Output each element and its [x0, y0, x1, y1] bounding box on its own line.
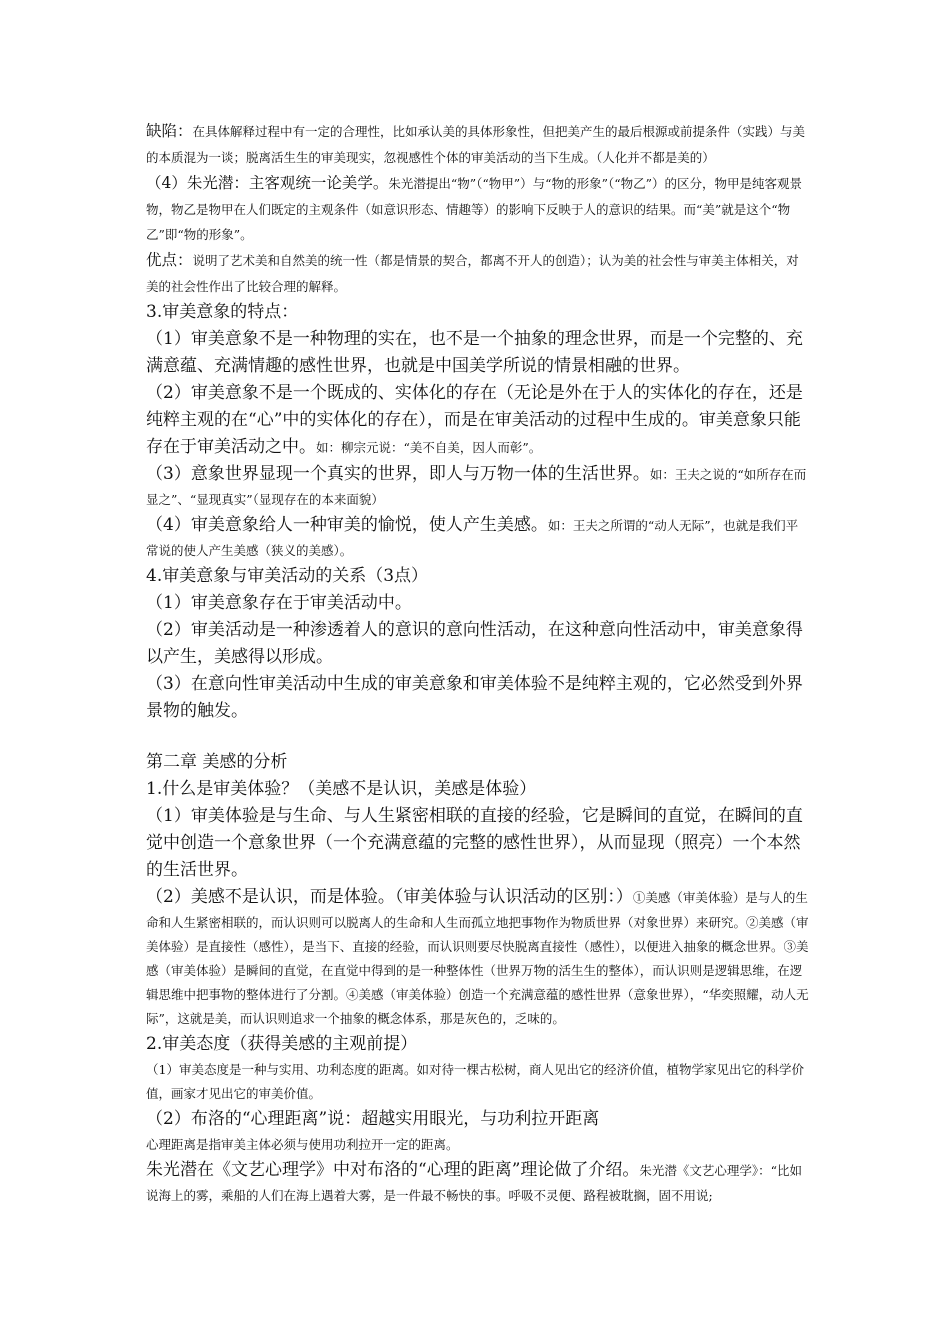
chapter-section-1-point-2 [146, 884, 810, 1031]
chapter-section-1-heading: 1.什么是审美体验？（美感不是认识，美感是体验） [146, 779, 537, 799]
chapter-section-2-point-2-note: 心理距离是指审美主体必须与使用功利拉开一定的距离。 [146, 1137, 459, 1152]
flaws-label: 缺陷： [146, 122, 193, 140]
zhu-guangqian-paragraph [146, 170, 810, 247]
chapter-section-1-point-1: （1）审美体验是与生命、与人生紧密相联的直接的经验，它是瞬间的直觉，在瞬间的直觉中创造一个意象世界（一个充满意蕴的完整的感性世界），从而显现（照亮）一个本然的生活世界。 [146, 806, 803, 880]
flaws-text: 在具体解释过程中有一定的合理性，比如承认美的具体形象性，但把美产生的最后根源或前提条件（实践）与美的本质混为一谈；脱离活生生的审美现实，忽视感性个体的审美活动的当下生成。（人化并不都是美的） [146, 124, 806, 165]
merits-paragraph [146, 247, 810, 299]
point-4-note: 如：王夫之所谓的“动人无际”，也就是我们平常说的使人产生美感（狭义的美感）。 [146, 518, 799, 558]
zhu-heading: （4）朱光潜：主客观统一论美学。 [146, 174, 389, 192]
section-3-point-4 [146, 512, 810, 563]
section-4-point-3: （3）在意向性审美活动中生成的审美意象和审美体验不是纯粹主观的，它必然受到外界景物的触发。 [146, 674, 803, 721]
point-2-note: 如：柳宗元说：“美不自美，因人而彰”。 [316, 440, 542, 455]
point-3-note: 如：王夫之说的“如所存在而显之”、“显现真实”（显现存在的本来面貌） [146, 467, 807, 507]
section-4-point-2: （2）审美活动是一种渗透着人的意识的意向性活动，在这种意向性活动中，审美意象得以产生，美感得以形成。 [146, 620, 803, 667]
section-4-heading: 4.审美意象与审美活动的关系（3点） [146, 566, 429, 586]
section-4-point-1: （1）审美意象存在于审美活动中。 [146, 593, 412, 613]
c1-point-2-main: （2）美感不是认识，而是体验。（审美体验与认识活动的区别：） [146, 887, 633, 907]
spacer [146, 725, 810, 749]
merits-text: 说明了艺术美和自然美的统一性（都是情景的契合，都离不开人的创造）；认为美的社会性与审美主体相关，对美的社会性作出了比较合理的解释。 [146, 253, 799, 294]
chapter-section-2-point-2: （2）布洛的“心理距离”说：超越实用眼光，与功利拉开距离 [146, 1109, 600, 1129]
point-3-main: （3）意象世界显现一个真实的世界，即人与万物一体的生活世界。 [146, 464, 650, 484]
chapter-title: 第二章 美感的分析 [146, 752, 288, 772]
section-3-point-2 [146, 380, 810, 461]
section-3-heading: 3.审美意象的特点： [146, 302, 299, 322]
point-2-main: （2）审美意象不是一个既成的、实体化的存在（无论是外在于人的实体化的存在，还是纯粹主观的在“心”中的实体化的存在），而是在审美活动的过程中生成的。审美意象只能存在于审美活动之中。 [146, 383, 803, 457]
c2-point-3-main: 朱光潜在《文艺心理学》中对布洛的“心理的距离”理论做了介绍。 [146, 1160, 640, 1180]
c1-point-2-note: ①美感（审美体验）是与人的生命和人生紧密相联的，而认识则可以脱离人的生命和人生而孤立地把事物作为物质世界（对象世界）来研究。②美感（审美体验）是直接性（感性），是当下、直接的经验，而认识则要尽快脱离直接性（感性），以便进入抽象的概念世界。③美感（审美体验）是瞬间的直觉，在直觉中得到的是一种整体性（世界万物的活生生的整体），而认识则是逻辑思维，在逻辑思维中把事物的整体进行了分割。④美感（审美体验）创造一个充满意蕴的感性世界（意象世界），“华奕照耀，动人无际”，这就是美，而认识则追求一个抽象的概念体系，那是灰色的，乏味的。 [146, 890, 809, 1026]
flaws-paragraph [146, 118, 810, 170]
chapter-section-2-point-1: （1）审美态度是一种与实用、功利态度的距离。如对待一棵古松树，商人见出它的经济价值，植物学家见出它的科学价值，画家才见出它的审美价值。 [146, 1062, 804, 1101]
point-4-main: （4）审美意象给人一种审美的愉悦，使人产生美感。 [146, 515, 548, 535]
section-3-point-3 [146, 461, 810, 512]
c2-point-3-note: 朱光潜《文艺心理学》：“比如说海上的雾，乘船的人们在海上遇着大雾，是一件最不畅快的事。呼吸不灵便、路程被耽搁，固不用说; [146, 1163, 803, 1203]
chapter-section-2-heading: 2.审美态度（获得美感的主观前提） [146, 1034, 418, 1054]
section-3-point-1: （1）审美意象不是一种物理的实在，也不是一个抽象的理念世界，而是一个完整的、充满意蕴、充满情趣的感性世界，也就是中国美学所说的情景相融的世界。 [146, 329, 803, 376]
merits-label: 优点： [146, 251, 193, 269]
document-page [146, 118, 810, 1208]
chapter-section-2-point-3 [146, 1157, 810, 1208]
zhu-text: 朱光潜提出“物”（“物甲”）与“物的形象”（“物乙”）的区分，物甲是纯客观景物，物乙是物甲在人们既定的主观条件（如意识形态、情趣等）的影响下反映于人的意识的结果。而“美”就是这个“物乙”即“物的形象”。 [146, 176, 802, 242]
